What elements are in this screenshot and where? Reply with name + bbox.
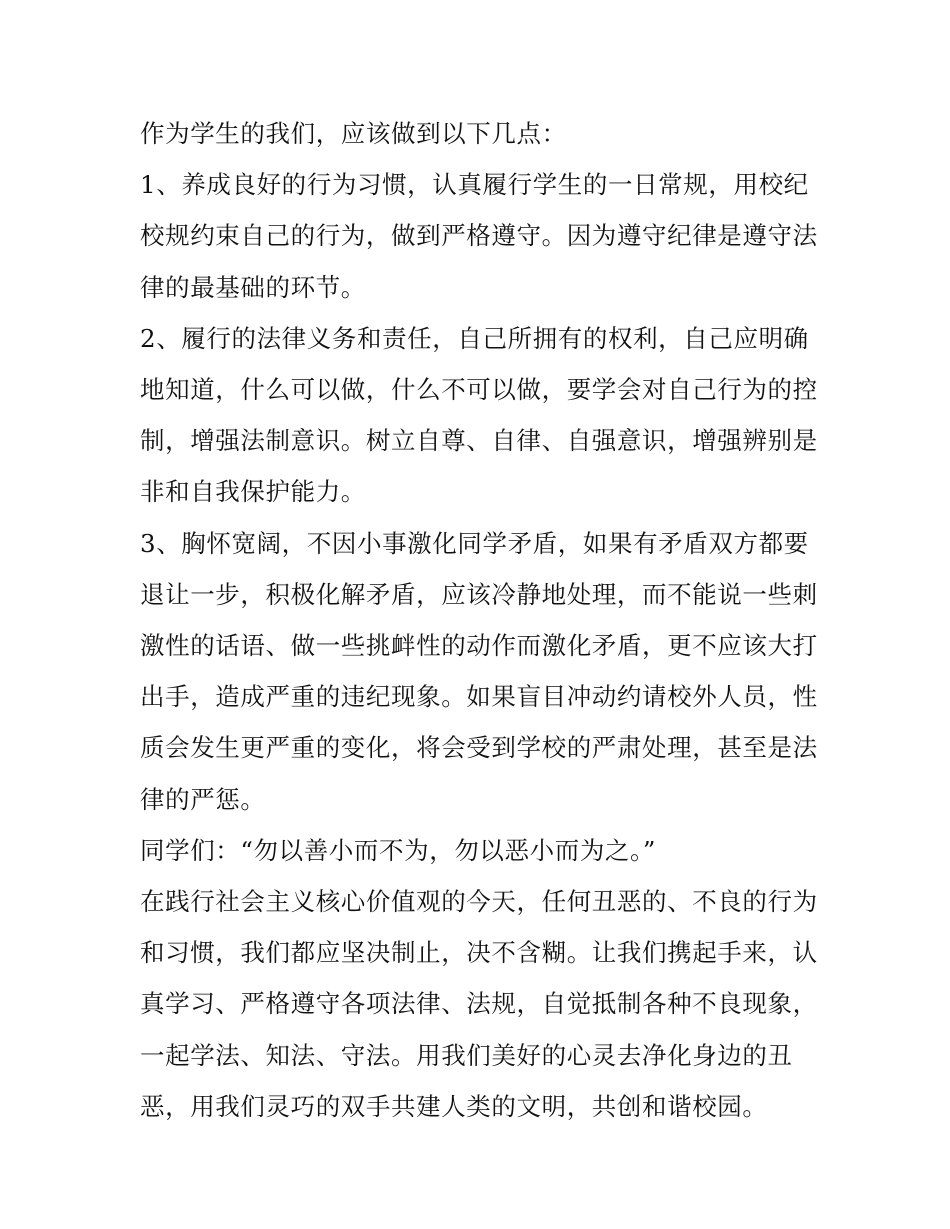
point-1-paragraph: 1、养成良好的行为习惯，认真履行学生的一日常规，用校纪校规约束自己的行为，做到严格遵守。因为遵守纪律是遵守法律的最基础的环节。 — [140, 170, 818, 302]
point-3-paragraph: 3、胸怀宽阔，不因小事激化同学矛盾，如果有矛盾双方都要退让一步，积极化解矛盾，应该冷静地处理，而不能说一些刺激性的话语、做一些挑衅性的动作而激化矛盾，更不应该大打出手，造成严重的违纪现象。如果盲目冲动约请校外人员，性质会发生更严重的变化，将会受到学校的严肃处理，甚至是法律的严惩。 — [140, 528, 818, 814]
closing-paragraph: 在践行社会主义核心价值观的今天，任何丑恶的、不良的行为和习惯，我们都应坚决制止，决不含糊。让我们携起手来，认真学习、严格遵守各项法律、法规，自觉抵制各种不良现象，一起学法、知法、守法。用我们美好的心灵去净化身边的丑恶，用我们灵巧的双手共建人类的文明，共创和谐校园。 — [140, 887, 818, 1121]
intro-paragraph: 作为学生的我们，应该做到以下几点： — [140, 119, 567, 148]
document-body — [140, 108, 820, 1132]
quote-paragraph: 同学们：“勿以善小而不为，勿以恶小而为之。” — [140, 835, 656, 865]
point-2-paragraph: 2、履行的法律义务和责任，自己所拥有的权利，自己应明确地知道，什么可以做，什么不可以做，要学会对自己行为的控制，增强法制意识。树立自尊、自律、自强意识，增强辨别是非和自我保护能力。 — [140, 323, 818, 507]
